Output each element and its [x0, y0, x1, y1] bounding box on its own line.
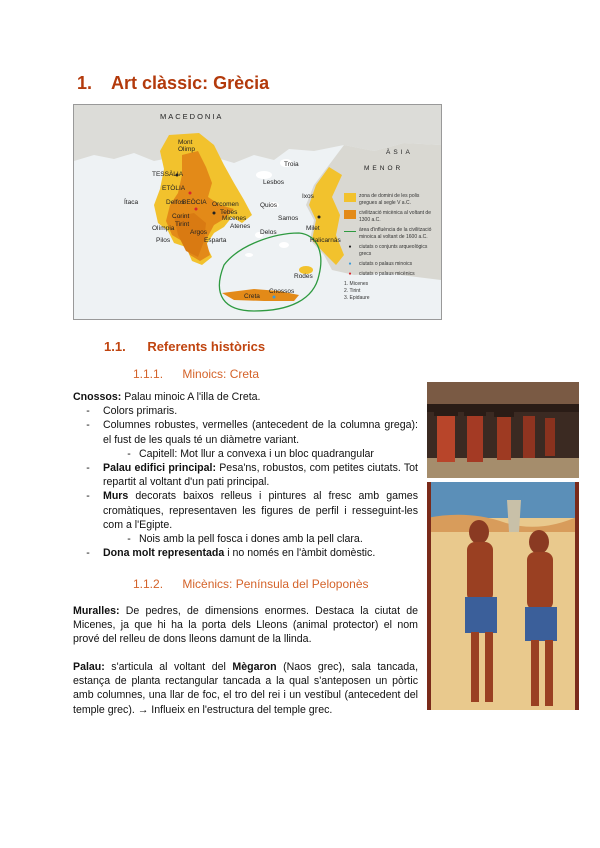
label-milet: Milet	[306, 225, 320, 232]
list-item: - Murs decorats baixos relleus i pintures al fresc amb games cromàtiques, representaven les figures de perfil i resseguint-les com a l'Egipte.	[86, 490, 418, 531]
sub-list-item: - Nois amb la pell fosca i dones amb la pell clara.	[127, 533, 363, 546]
legend-item: ● ciutats o conjunts arqueològics grecs	[344, 244, 436, 258]
label-macedonia: MACEDONIA	[160, 112, 224, 121]
legend-item: civilització micènica al voltant de 1300 a.C.	[344, 210, 436, 224]
label-pilos: Pilos	[156, 237, 171, 244]
label-rodes: Rodes	[294, 273, 313, 280]
legend-note: 1. Micenes	[344, 281, 369, 287]
legend-swatch	[344, 227, 356, 232]
page-title	[77, 73, 269, 94]
label-menor: MENOR	[364, 165, 404, 172]
palau-paragraph: Palau: s'articula al voltant del Mègaron (Naos grec), sala tancada, estança de planta rectangular tancada a la qual s'anteposen un pòrtic amb columnes, una llar de foc, el tro del rei i un vestíbul (antecedent del temple grec). → Influeix en l'estructura del temple grec.	[73, 661, 419, 716]
label-esparta: Esparta	[204, 237, 227, 244]
label-asia: ÀSIA	[386, 149, 413, 156]
label-tebes: Tebes	[220, 209, 238, 216]
label-orcomen: Orcomen	[212, 201, 239, 208]
label-etolia: ETÒLIA	[162, 185, 186, 192]
label-olimpia: Olímpia	[152, 225, 175, 232]
subsection-heading-minoics: 1.1.1. Minoics: Creta	[133, 367, 260, 381]
label-itaca: Ítaca	[124, 199, 139, 206]
label-tirint: Tirint	[175, 221, 190, 228]
heading-number: 1.	[77, 73, 93, 93]
map-legend	[344, 193, 436, 302]
label-samos: Samos	[278, 215, 299, 222]
subsection-heading-micenics: 1.1.2. Micènics: Península del Peloponès	[133, 577, 369, 591]
label-lesbos: Lesbos	[263, 179, 284, 186]
muralles-paragraph: Muralles: De pedres, de dimensions enormes. Destaca la ciutat de Micenes, ja que hi ha la porta dels Lleons (animal protector) el nom prové del relleu de dons lleons damunt de la llinda.	[73, 605, 418, 646]
dot-icon: ●	[348, 261, 352, 267]
label-delos: Delos	[260, 229, 277, 236]
legend-swatch	[344, 210, 356, 219]
legend-item: zona de domini de les polis gregues al segle V a.C.	[344, 193, 436, 207]
list-item: - Colors primaris.	[86, 405, 178, 418]
legend-note: 2. Tirint	[344, 288, 361, 294]
label-creta: Creta	[244, 293, 260, 300]
label-delfos: Delfos	[166, 199, 185, 206]
label-tessalia: TESSÀLIA	[152, 171, 184, 178]
knossos-photos	[427, 382, 579, 710]
legend-item: àrea d'influència de la civilització minoica al voltant de 1600 a.C.	[344, 227, 436, 241]
dot-icon: ●	[348, 271, 352, 277]
legend-item: ● ciutats o palaus minoics	[344, 261, 436, 268]
legend-item: ● ciutats o palaus micènics	[344, 271, 436, 278]
label-argos: Argos	[190, 229, 207, 236]
list-item: - Dona molt representada i no només en l'àmbit domèstic.	[86, 547, 376, 560]
label-mont-olimp: Mont Olimp	[178, 139, 195, 153]
label-halicarnas: Halicarnàs	[310, 237, 341, 244]
label-troia: Troia	[284, 161, 299, 168]
label-ixos: Ixos	[302, 193, 314, 200]
dot-icon: ●	[348, 244, 352, 250]
map-figure	[73, 104, 442, 320]
list-item: - Columnes robustes, vermelles (antecedent de la columna grega): el fust de les quals té un diàmetre variant.	[86, 419, 418, 446]
list-item: - Palau edifici principal: Pesa'ns, robustos, com petites ciutats. Tot repartit al voltant d'un pati principal.	[86, 462, 418, 489]
legend-swatch	[344, 193, 356, 202]
label-beocia: BEÒCIA	[182, 199, 207, 206]
heading-title: Art clàssic: Grècia	[111, 73, 270, 93]
label-corint: Corint	[172, 213, 190, 220]
legend-note: 3. Epidaure	[344, 295, 370, 301]
sub-list-item: - Capitell: Mot llur a convexa i un bloc quadrangular	[127, 447, 374, 460]
label-atenes: Atenes	[230, 223, 251, 230]
knossos-palace-image	[427, 382, 579, 710]
label-cnossos: Cnossos	[269, 288, 295, 295]
label-quios: Quios	[260, 202, 277, 209]
label-micenes: Micenes	[222, 215, 247, 222]
section-heading: 1.1. Referents històrics	[104, 339, 266, 354]
cnossos-block	[73, 390, 418, 560]
cnossos-intro: Cnossos: Palau minoic A l'illa de Creta.	[73, 391, 261, 403]
